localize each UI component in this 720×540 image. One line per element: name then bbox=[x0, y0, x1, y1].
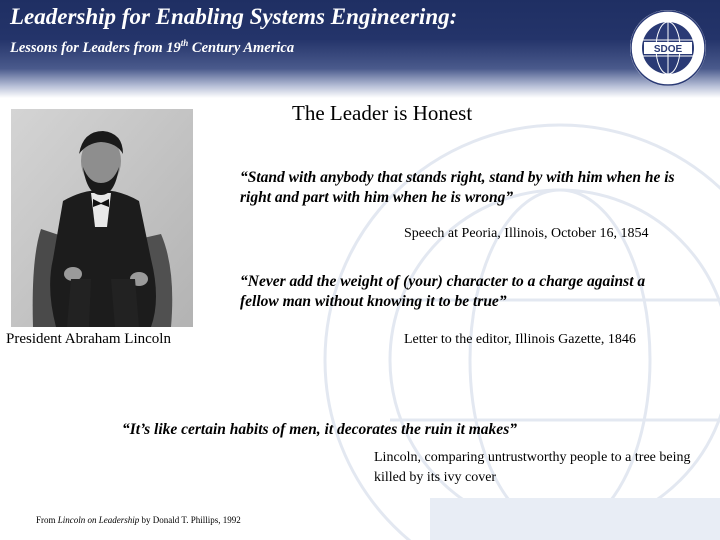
quote-peoria: “Stand with anybody that stands right, stand by with him when he is right and part with him when he is wrong” bbox=[240, 169, 675, 206]
quote-source-gazette: Letter to the editor, Illinois Gazette, 1846 bbox=[404, 332, 636, 347]
quote-gazette: “Never add the weight of (your) character to a charge against a fellow man without knowing it to be true” bbox=[240, 273, 646, 310]
portrait-caption: President Abraham Lincoln bbox=[6, 331, 171, 347]
slide-title: The Leader is Honest bbox=[292, 101, 473, 125]
footer-prefix: From bbox=[36, 515, 58, 525]
quote-source-peoria: Speech at Peoria, Illinois, October 16, 1854 bbox=[404, 226, 649, 241]
logo-text: SDOE bbox=[653, 44, 683, 55]
header-banner bbox=[0, 0, 720, 98]
subtitle-ordinal: th bbox=[180, 38, 189, 48]
quote-source-ivy: Lincoln, comparing untrustworthy people to a tree being killed by its ivy cover bbox=[374, 450, 691, 485]
quote-ivy: “It’s like certain habits of men, it decorates the ruin it makes” bbox=[122, 421, 517, 438]
footer-suffix: by Donald T. Phillips, 1992 bbox=[139, 515, 241, 525]
lincoln-portrait bbox=[11, 109, 193, 327]
subtitle-text: Lessons for Leaders from 19 bbox=[10, 39, 181, 56]
subtitle-suffix: Century America bbox=[188, 39, 295, 56]
presentation-title: Leadership for Enabling Systems Engineering: bbox=[10, 4, 458, 29]
footer-citation bbox=[36, 515, 241, 525]
presentation-subtitle bbox=[10, 38, 294, 57]
sdoe-logo bbox=[628, 8, 708, 88]
footer-book-title: Lincoln on Leadership bbox=[57, 515, 140, 525]
